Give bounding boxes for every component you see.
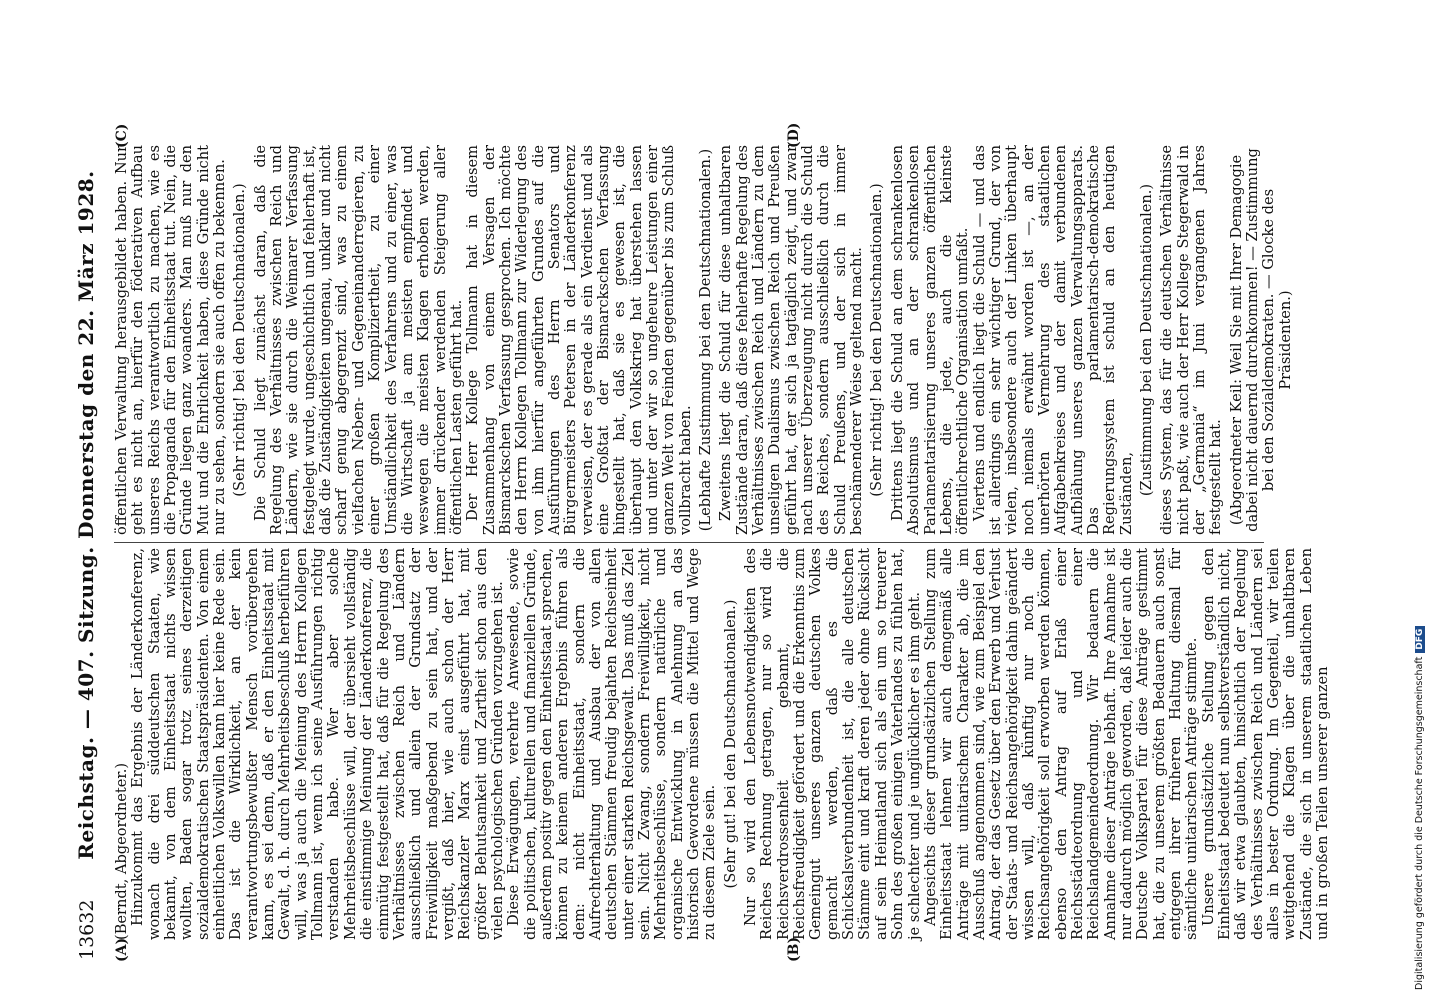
page-number: 13632 [76, 899, 98, 960]
rotated-page [70, 122, 1332, 962]
margin-marker-b: (B) [786, 936, 802, 962]
interjection: (Lebhafte Zustimmung bei den Deutschnationalen.) [697, 148, 715, 532]
paragraph: dieses System, das für die deutschen Verhältnisse nicht paßt, wie auch der Herr Kollege Stegerwald in der „Germania“ im Juni vergangenen Jahres festgestellt hat. [1158, 145, 1225, 535]
paragraph: Zweitens liegt die Schuld für diese unhaltbaren Zustände daran, daß diese fehlerhafte Regelung des Verhältnisses zwischen Reich und Ländern zu dem unseligen Dualismus zwischen Reich und Preußen geführt hat, der sich ja tagtäglich zeigt, und zwar nach unserer Überzeugung nicht durch die Schuld des Reiches, sondern ausschließlich durch die Schuld Preußens, und der sich in immer beschämenderer Weise geltend macht. [717, 145, 866, 535]
interjection: (Sehr gut! bei den Deutschnationalen.) [721, 599, 739, 889]
paragraph: Der Herr Kollege Tollmann hat in diesem Zusammenhang von einem Versagen der Bismarckschen Verfassung gesprochen. Ich möchte den Herrn Kollegen Tollmann zur Widerlegung des von ihm hierfür angeführten Grundes auf die Ausführungen des Herrn Senators und Bürgermeisters Petersen in der Länderkonferenz verweisen, der es gerade als ein Verdienst und als eine Großtat der Bismarckschen Verfassung hingestellt hat, daß sie es gewesen ist, die überhaupt den Volkskrieg hat überstehen lassen und unter der wir so ungeheure Leistungen einer ganzen Welt von Feinden gegenüber bis zum Schluß vollbracht haben. [464, 145, 694, 535]
paragraph: öffentlichen Verwaltung herausgebildet haben. Nur geht es nicht an, hierfür den föderativen Aufbau unseres Reichs verantwortlich zu machen, wie es die Propaganda für den Einheitsstaat tut. Nein, die Gründe liegen ganz woanders. Man muß nur den Mut und die Ehrlichkeit haben, diese Gründe nicht nur zu sehen, sondern sie auch offen zu bekennen. [113, 145, 229, 535]
margin-marker-c: (C) [114, 123, 130, 148]
right-column [113, 145, 1294, 535]
margin-marker-d: (D) [786, 122, 802, 148]
left-column [113, 548, 1332, 940]
paragraph: Angesichts dieser grundsätzlichen Stellung zum Einheitsstaat lehnen wir auch demgemäß alle Anträge mit unitarischem Charakter ab, die im Ausschuß angenommen sind, wie zum Beispiel den Antrag, der das Gesetz über den Erwerb und Verlust der Staats- und Reichsangehörigkeit dahin geändert wissen will, daß künftig nur noch die Reichsangehörigkeit soll erworben werden können, ebenso den Antrag auf Erlaß einer Reichsstädteordnung und einer Reichslandgemeindeordnung. Wir bedauern die Annahme dieser Anträge lebhaft. Ihre Annahme ist nur dadurch möglich geworden, daß leider auch die Deutsche Volkspartei für diese Anträge gestimmt hat, die zu unserem größten Bedauern auch sonst entgegen ihrer früheren Haltung diesmal für sämtliche unitarischen Anträge stimmte. [921, 548, 1201, 940]
paragraph: (Berndt, Abgeordneter.) [113, 762, 130, 940]
interjection: (Abgeordneter Keil: Weil Sie mit Ihrer Demagogie dabei nicht dauernd durchkommen! — Zustimmung bei den Sozialdemokraten. — Glocke des Präsidenten.) [1227, 148, 1294, 532]
paragraph: Nur so wird den Lebensnotwendigkeiten des Reiches Rechnung getragen, nur so wird die Reichsverdrossenheit gebannt, die Reichsfreudigkeit gefördert und die Erkenntnis zum Gemeingut unseres ganzen deutschen Volkes gemacht werden, daß es die Schicksalsverbundenheit ist, die alle deutschen Stämme eint und kraft deren jeder ohne Rücksicht auf sein Heimatland sich als ein um so treuerer Sohn des großen einigen Vaterlandes zu fühlen hat, je schlechter und je unglücklicher es ihm geht. [742, 548, 923, 940]
interjection: (Sehr richtig! bei den Deutschnationalen.) [868, 183, 886, 497]
margin-marker-a: (A) [114, 937, 130, 962]
paragraph: Unsere grundsätzliche Stellung gegen den Einheitsstaat bedeutet nun selbstverständlich nicht, daß wir etwa glaubten, hinsichtlich der Regelung des Verhältnisses zwischen Reich und Ländern sei alles in bester Ordnung. Im Gegenteil, wir teilen weitgehend die Klagen über die unhaltbaren Zustände, die sich in unserem staatlichen Leben und in großen Teilen unserer ganzen [1199, 548, 1332, 940]
page-header [70, 140, 104, 960]
interjection: (Zustimmung bei den Deutschnationalen.) [1137, 183, 1155, 497]
page-title: Reichstag. — 407. Sitzung. Donnerstag den 22. März 1928. [74, 170, 98, 860]
paragraph: Viertens und endlich liegt die Schuld — und das ist allerdings ein sehr wichtiger Grund, der von vielen, insbesondere auch der Linken überhaupt noch niemals erwähnt worden ist —, an der unerhörten Vermehrung des staatlichen Aufgabenkreises und der damit verbundenen Aufblähung unseres ganzen Verwaltungsapparats. Das parlamentarisch-demokratische Regierungssystem ist schuld an den heutigen Zuständen, [970, 145, 1135, 535]
paragraph: Drittens liegt die Schuld an dem schrankenlosen Absolutismus und an der schrankenlosen Parlamentarisierung unseres ganzen öffentlichen Lebens, die jede, auch die kleinste öffentlichrechtliche Organisation umfaßt. [888, 145, 972, 535]
credit-text: Digitalisierung gefördert durch die Deutsche Forschungsgemeinschaft [1414, 656, 1425, 990]
column-divider [114, 542, 1264, 543]
paragraph: Hinzukommt das Ergebnis der Länderkonferenz, wonach die drei süddeutschen Staaten, wie bekannt, von dem Einheitsstaat nichts wissen wollten, Baden sogar trotz seines derzeitigen sozialdemokratischen Staatspräsidenten. Von einem einheitlichen Volkswillen kann hier keine Rede sein. Das ist die Wirklichkeit, an der kein verantwortungsbewußter Mensch vorübergehen kann, es sei denn, daß er den Einheitsstaat mit Gewalt, d. h. durch Mehrheitsbeschluß herbeiführen will, was ja auch die Meinung des Herrn Kollegen Tollmann ist, wenn ich seine Ausführungen richtig verstanden habe. Wer aber solche Mehrheitsbeschlüsse will, der übersieht vollständig die einstimmige Meinung der Länderkonferenz, die einmütig festgestellt hat, daß für die Regelung des Verhältnisses zwischen Reich und Ländern ausschließlich und allein der Grundsatz der Freiwilligkeit maßgebend zu sein hat, und der vergißt, daß hier, wie auch schon der Herr Reichskanzler Marx einst ausgeführt hat, mit größter Behutsamkeit und Zartheit schon aus den vielen psychologischen Gründen vorzugehen ist. [129, 548, 506, 940]
dfg-logo: DFG [1415, 626, 1425, 653]
side-credit [1414, 626, 1425, 990]
paragraph: Die Schuld liegt zunächst daran, daß die Regelung des Verhältnisses zwischen Reich und Ländern, wie sie durch die Weimarer Verfassung festgelegt wurde, ungeschichtlich und fehlerhaft ist, daß die Zuständigkeiten ungenau, unklar und nicht scharf genug abgegrenzt sind, was zu einem vielfachen Neben- und Gegeneinanderregieren, zu einer großen Kompliziertheit, zu einer Umständlichkeit des Verfahrens und zu einer, was die Wirtschaft ja am meisten empfindet und weswegen die meisten Klagen erhoben werden, immer drückender werdenden Steigerung aller öffentlichen Lasten geführt hat. [251, 145, 465, 535]
interjection: (Sehr richtig! bei den Deutschnationalen.) [231, 183, 249, 497]
paragraph: Diese Erwägungen, verehrte Anwesende, sowie die politischen, kulturellen und finanziellen Gründe, außerdem positiv gegen den Einheitsstaat sprechen, können zu keinem anderen Ergebnis führen als dem: nicht Einheitsstaat, sondern die Aufrechterhaltung und Ausbau der von allen deutschen Stämmen freudig bejahten Reichseinheit unter einer starken Reichsgewalt. Das muß das Ziel sein. Nicht Zwang, sondern Freiwilligkeit, nicht Mehrheitsbeschlüsse, sondern natürliche und organische Entwicklung in Anlehnung an das historisch Gewordene müssen die Mittel und Wege zu diesem Ziele sein. [505, 548, 719, 940]
